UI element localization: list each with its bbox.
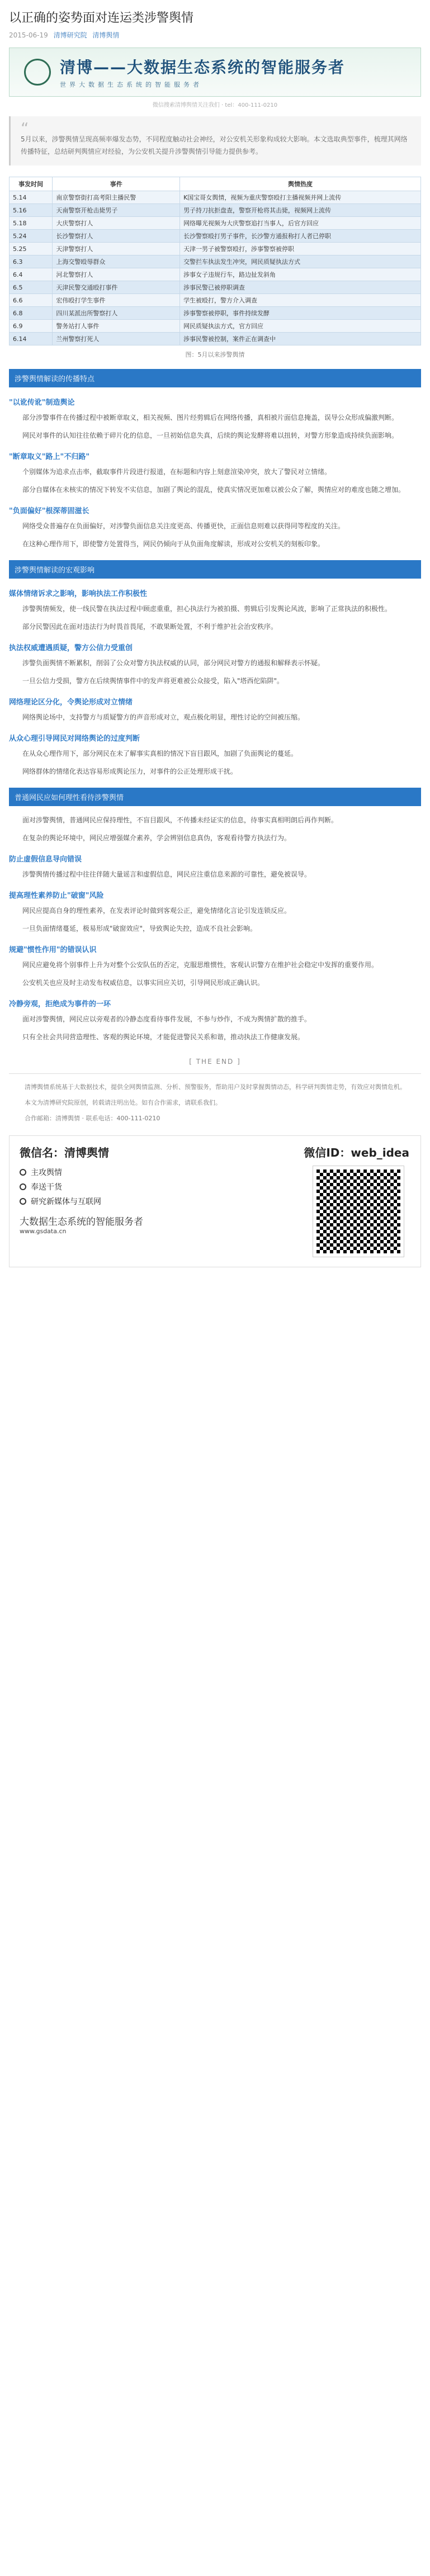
divider — [9, 1073, 421, 1074]
paragraph: 个别媒体为追求点击率，截取事件片段进行报道，在标题和内容上刻意渲染冲突，放大了警民对立情绪。 — [22, 468, 332, 476]
table-cell: 网民质疑执法方式，官方回应 — [180, 320, 421, 333]
table-cell: 交警拦车执法发生冲突，网民质疑执法方式 — [180, 255, 421, 268]
table-cell: 四川某派出所警察打人 — [53, 307, 180, 320]
intro-quote — [9, 116, 421, 165]
table-cell: 6.14 — [10, 333, 53, 345]
paragraph: 只有全社会共同营造理性、客观的舆论环境，才能促进警民关系和谐，推动执法工作健康发展。 — [22, 1033, 305, 1041]
paragraph: 网络群体的情绪化表达容易形成舆论压力，对事件的公正处理形成干扰。 — [22, 768, 238, 775]
table-cell: 6.8 — [10, 307, 53, 320]
footer-url[interactable]: www.gsdata.cn — [20, 1228, 67, 1235]
bullet-circle-icon — [20, 1183, 26, 1190]
subsection-heading: 网络理论区分化，令舆论形成对立情绪 — [9, 698, 133, 707]
disclaimer-paragraph: 本文为清博研究院原创，转载请注明出处。如有合作需求，请联系我们。 — [25, 1099, 221, 1106]
paragraph: 一旦公信力受损，警方在后续舆情事件中的发声将更难被公众接受，陷入"塔西佗陷阱"。 — [22, 677, 284, 685]
paragraph: 在这种心理作用下，即使警方处置得当，网民仍倾向于从负面角度解读，形成对公安机关的刻板印象。 — [22, 540, 325, 548]
intro-text: 5月以来，涉警舆情呈现高频率爆发态势，不同程度触动社会神经，对公安机关形象构成较大影响。本文选取典型事件，梳理其网络传播特征，总结研判舆情应对经验，为公安机关提升涉警舆情引导能力提供参考。 — [21, 135, 408, 155]
banner-subtitle: 世界大数据生态系统的智能服务者 — [60, 81, 202, 88]
section-heading: 普通网民应如何理性看待涉警舆情 — [9, 788, 421, 806]
table-cell: 6.3 — [10, 255, 53, 268]
table-cell: 5.25 — [10, 243, 53, 255]
table-header-cell: 事件 — [53, 177, 180, 191]
table-cell: 5.14 — [10, 191, 53, 204]
paragraph: 涉警舆情频发，使一线民警在执法过程中顾虑重重，担心执法行为被拍摄、剪辑后引发舆论风波，影响了正常执法的积极性。 — [22, 605, 392, 613]
paragraph: 在复杂的舆论环境中，网民应增强媒介素养，学会辨别信息真伪，客观看待警方执法行为。 — [22, 834, 291, 842]
bullet-circle-icon — [20, 1169, 26, 1176]
paragraph: 公安机关也应及时主动发布权威信息，以事实回应关切，引导网民形成正确认识。 — [22, 979, 264, 987]
table-cell: 男子持刀抗拒盘查，警察开枪将其击毙，视频网上流传 — [180, 204, 421, 217]
bullet-circle-icon — [20, 1198, 26, 1205]
subsection-heading: 从众心理引导网民对网络舆论的过度判断 — [9, 735, 140, 743]
wechat-id: 微信ID：web_idea — [304, 1146, 409, 1159]
article-meta — [9, 30, 421, 40]
paragraph: 涉警舆情传播过程中往往伴随大量谣言和虚假信息，网民应注重信息来源的可靠性，避免被误导。 — [22, 870, 311, 878]
table-row — [10, 320, 421, 333]
subsection-heading: 执法权威遭遇质疑，警方公信力受重创 — [9, 644, 133, 652]
paragraph: 一旦负面情绪蔓延，极易形成"破窗效应"，导致舆论失控，造成不良社会影响。 — [22, 925, 257, 932]
table-cell: 警务站打人事件 — [53, 320, 180, 333]
table-cell: 上海交警殴辱群众 — [53, 255, 180, 268]
table-header-row — [10, 177, 421, 191]
disclaimer-paragraph: 合作邮箱：清博舆情 · 联系电话：400-111-0210 — [25, 1115, 160, 1122]
paragraph: 网络舆论场中，支持警方与质疑警方的声音形成对立，观点极化明显，理性讨论的空间被压缩。 — [22, 713, 305, 721]
footer-tagline: 大数据生态系统的智能服务者 — [20, 1216, 143, 1228]
table-cell: K国宝哥女舆情，视频为重庆警察殴打主播视频并网上流传 — [180, 191, 421, 204]
table-row — [10, 204, 421, 217]
table-cell: 宏伟殴打学生事件 — [53, 294, 180, 307]
table-row — [10, 307, 421, 320]
paragraph: 部分民警因此在面对违法行为时畏首畏尾，不敢果断处置，不利于维护社会治安秩序。 — [22, 623, 278, 631]
table-header-cell: 事发时间 — [10, 177, 53, 191]
banner-title: 清博——大数据生态系统的智能服务者 — [60, 58, 346, 77]
quote-icon: “ — [21, 119, 29, 138]
table-cell: 6.4 — [10, 268, 53, 281]
table-cell: 6.9 — [10, 320, 53, 333]
article-author-link[interactable]: 清博舆情 — [92, 31, 120, 39]
table-row — [10, 333, 421, 345]
table-row — [10, 243, 421, 255]
table-row — [10, 230, 421, 243]
paragraph: 在从众心理作用下，部分网民在未了解事实真相的情况下盲目跟风，加剧了负面舆论的蔓延。 — [22, 750, 298, 757]
paragraph: 网民对事件的认知往往依赖于碎片化的信息，一旦初始信息失真，后续的舆论发酵将难以扭转，对警方形象造成持续负面影响。 — [22, 432, 399, 439]
article-title: 以正确的姿势面对连运类涉警舆情 — [9, 11, 194, 25]
paragraph: 网民应提高自身的理性素养，在发表评论时做到客观公正，避免情绪化言论引发连锁反应。 — [22, 907, 291, 915]
subsection-heading: 提高理性素养防止"破窗"风险 — [9, 892, 104, 900]
table-cell: 南京警察街打高考阳主播民警 — [53, 191, 180, 204]
table-cell: 涉事民警已被停职调查 — [180, 281, 421, 294]
table-row — [10, 268, 421, 281]
article-date: 2015-06-19 — [9, 31, 48, 39]
section-heading: 涉警舆情解读的宏观影响 — [9, 560, 421, 579]
table-cell: 5.24 — [10, 230, 53, 243]
paragraph: 网络受众普遍存在负面偏好，对涉警负面信息关注度更高、传播更快，正面信息则难以获得同等程度的关注。 — [22, 522, 345, 530]
table-cell: 涉事警察被停职，事件持续发酵 — [180, 307, 421, 320]
paragraph: 面对涉警舆情，网民应以旁观者的冷静态度看待事件发展，不参与炒作，不成为舆情扩散的推手。 — [22, 1015, 311, 1023]
paragraph: 网民应避免将个别事件上升为对整个公安队伍的否定，克服思维惯性，客观认识警方在维护社会稳定中发挥的重要作用。 — [22, 961, 379, 969]
table-cell: 天南警察开枪击毙男子 — [53, 204, 180, 217]
disclaimer-paragraph: 清博舆情系统基于大数据技术，提供全网舆情监测、分析、预警服务，帮助用户及时掌握舆情动态，科学研判舆情走势，有效应对舆情危机。 — [25, 1083, 406, 1091]
footer-item-label: 研究新媒体与互联网 — [31, 1197, 101, 1206]
table-cell: 天津一男子被警察殴打，涉事警察被停职 — [180, 243, 421, 255]
table-cell: 5.16 — [10, 204, 53, 217]
disclaimer — [9, 1082, 421, 1124]
table-row — [10, 255, 421, 268]
table-row — [10, 217, 421, 230]
table-row — [10, 191, 421, 204]
subsection-heading: 冷静旁观，拒绝成为事件的一环 — [9, 1000, 111, 1008]
footer-item-label: 主攻舆情 — [31, 1168, 62, 1177]
table-cell: 大庆警察打人 — [53, 217, 180, 230]
table-cell: 学生被殴打，警方介入调查 — [180, 294, 421, 307]
table-cell: 天津警察打人 — [53, 243, 180, 255]
wechat-name: 微信名：清博舆情 — [20, 1146, 109, 1159]
article-body — [9, 369, 421, 1043]
table-caption: 图：5月以来涉警舆情 — [185, 351, 245, 358]
article-source-link[interactable]: 清博研究院 — [53, 31, 87, 39]
table-cell: 6.5 — [10, 281, 53, 294]
subsection-heading: 规避"惯性作用"的错误认识 — [9, 946, 97, 954]
table-cell: 5.18 — [10, 217, 53, 230]
footer-item-label: 奉送干货 — [31, 1183, 62, 1192]
brand-banner — [9, 48, 421, 97]
article-page — [9, 0, 421, 1267]
subsection-heading: "负面偏好"根深蒂固滋长 — [9, 507, 89, 515]
table-cell: 6.6 — [10, 294, 53, 307]
table-cell: 长沙警察打人 — [53, 230, 180, 243]
footer-card — [9, 1135, 421, 1267]
paragraph: 部分涉警事件在传播过程中被断章取义，相关视频、图片经剪辑后在网络传播，真相被片面信息掩盖，误导公众形成偏激判断。 — [22, 414, 399, 422]
table-cell: 河北警察打人 — [53, 268, 180, 281]
subsection-heading: "断章取义"路上"不归路" — [9, 453, 90, 461]
table-cell: 天津民警交通殴打事件 — [53, 281, 180, 294]
qr-code — [313, 1166, 404, 1257]
table-cell: 涉事女子违规行车，路边扯发斜角 — [180, 268, 421, 281]
table-cell: 兰州警察打死人 — [53, 333, 180, 345]
table-header-cell: 舆情热度 — [180, 177, 421, 191]
section-heading: 涉警舆情解读的传播特点 — [9, 369, 421, 387]
table-cell: 长沙警察殴打男子事件，长沙警方通报称打人者已停职 — [180, 230, 421, 243]
table-row — [10, 281, 421, 294]
subsection-heading: 媒体情绪诉求之影响，影响执法工作积极性 — [9, 590, 148, 598]
paragraph: 面对涉警舆情，普通网民应保持理性，不盲目跟风，不传播未经证实的信息，待事实真相明朗后再作判断。 — [22, 816, 338, 824]
end-mark: [ THE END ] — [189, 1058, 241, 1066]
paragraph: 涉警负面舆情不断累积，削弱了公众对警方执法权威的认同，部分网民对警方的通报和解释表示怀疑。 — [22, 659, 325, 667]
brand-logo-icon — [24, 59, 51, 86]
paragraph: 部分自媒体在未核实的情况下转发不实信息，加剧了舆论的混乱，使真实情况更加难以被公众了解，舆情应对的难度也随之增加。 — [22, 486, 405, 494]
table-cell: 涉事民警被控制，案件正在调查中 — [180, 333, 421, 345]
subsection-heading: 防止虚假信息导向错误 — [9, 855, 82, 864]
event-table — [9, 177, 421, 345]
table-row — [10, 294, 421, 307]
subsection-heading: "以讹传讹"制造舆论 — [9, 399, 75, 407]
table-cell: 网络曝光视频为大庆警察追打当事人，后官方回应 — [180, 217, 421, 230]
banner-note: 微信搜索清博舆情关注我们 · tel：400-111-0210 — [152, 102, 278, 108]
